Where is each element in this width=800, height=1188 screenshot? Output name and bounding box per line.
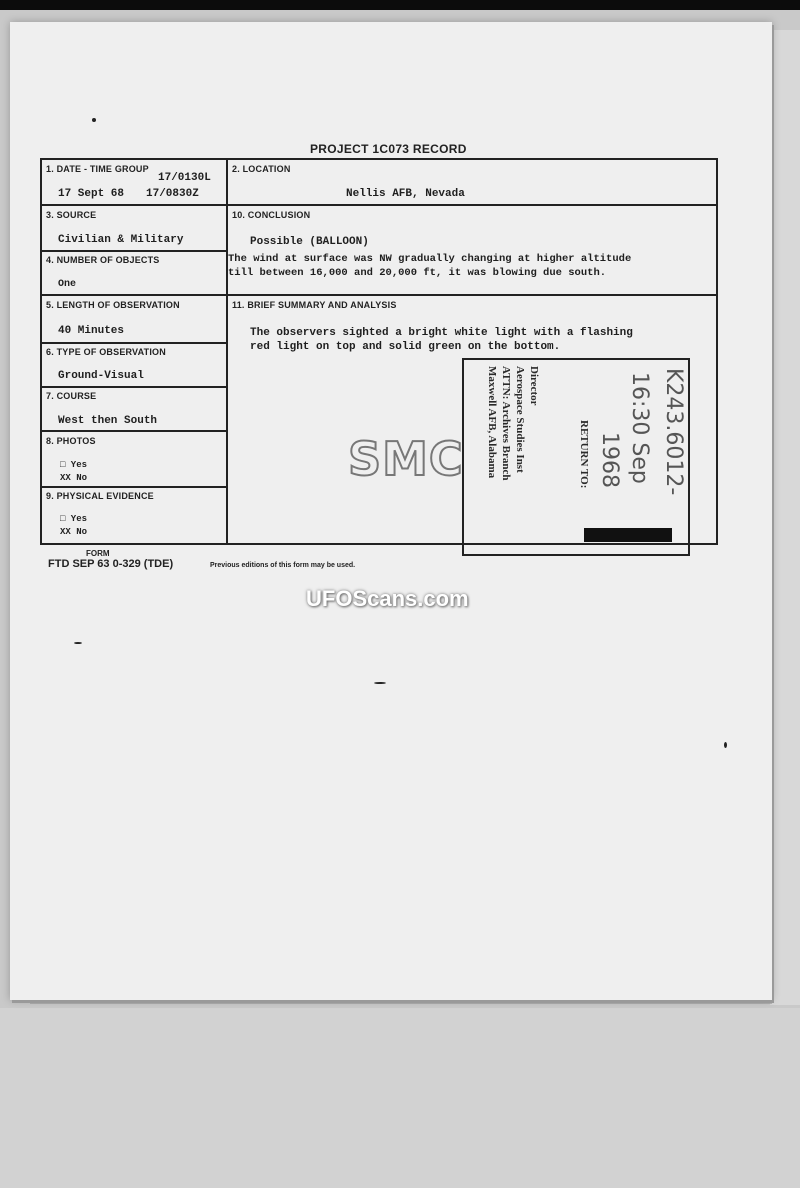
source-label: 3. SOURCE (46, 210, 97, 220)
zulu-time-value: 17/0830Z (146, 188, 199, 200)
form-title: PROJECT 1C073 RECORD (310, 142, 467, 156)
form-divider-left (40, 250, 228, 252)
form-divider-left (40, 342, 228, 344)
underlying-sheet (0, 1008, 800, 1188)
photos-label: 8. PHOTOS (46, 436, 96, 446)
local-time-value: 17/0130L (158, 172, 211, 184)
conclusion-text-line2: till between 16,000 and 20,000 ft, it was blowing due south. (228, 267, 607, 279)
scan-right-margin (770, 30, 800, 1005)
form-divider-left (40, 430, 228, 432)
dust-speck (74, 642, 82, 644)
form-divider-left (40, 386, 228, 388)
course-value: West then South (58, 415, 158, 427)
dust-speck (724, 742, 727, 748)
handwritten-year: 1968 (597, 432, 622, 488)
date-time-label: 1. DATE - TIME GROUP (46, 164, 149, 174)
dust-speck (92, 118, 96, 122)
conclusion-label: 10. CONCLUSION (232, 210, 311, 220)
physical-evidence-yes-checkbox: □ Yes (60, 514, 88, 524)
form-edition-note: Previous editions of this form may be used. (210, 562, 356, 569)
location-value: Nellis AFB, Nevada (346, 188, 465, 200)
form-divider-left (40, 486, 228, 488)
date-value: 17 Sept 68 (58, 188, 125, 200)
handwritten-call-number: K243.6012- (661, 368, 686, 496)
smc-stamp: SMC (348, 432, 464, 486)
number-of-objects-value: One (58, 279, 77, 290)
form-divider-mid (40, 294, 718, 296)
form-code: FTD SEP 63 0-329 (TDE) (48, 558, 174, 570)
summary-text-line1: The observers sighted a bright white light with a flashing (250, 327, 633, 339)
stamp-return-to: RETURN TO: (578, 420, 590, 489)
stamp-line-director: Director (528, 366, 540, 406)
summary-label: 11. BRIEF SUMMARY AND ANALYSIS (232, 300, 397, 310)
site-watermark: UFOScans.com (306, 586, 469, 611)
summary-text-line2: red light on top and solid green on the bottom. (250, 341, 561, 353)
form-label: FORM (86, 549, 110, 558)
redaction-bar (584, 528, 672, 542)
form-divider-top (40, 204, 718, 206)
length-of-observation-label: 5. LENGTH OF OBSERVATION (46, 300, 180, 310)
photos-no-checkbox: XX No (60, 473, 88, 483)
physical-evidence-label: 9. PHYSICAL EVIDENCE (46, 491, 154, 501)
scan-top-edge (0, 0, 800, 10)
course-label: 7. COURSE (46, 391, 97, 401)
dust-speck (374, 682, 386, 684)
stamp-line-maxwell: Maxwell AFB, Alabama (486, 366, 498, 479)
conclusion-text-line1: The wind at surface was NW gradually changing at higher altitude (228, 253, 632, 265)
source-value: Civilian & Military (58, 234, 184, 246)
photos-yes-checkbox: □ Yes (60, 460, 88, 470)
physical-evidence-no-checkbox: XX No (60, 527, 88, 537)
number-of-objects-label: 4. NUMBER OF OBJECTS (46, 255, 160, 265)
location-label: 2. LOCATION (232, 164, 291, 174)
stamp-line-institute: Aerospace Studies Inst (514, 366, 526, 473)
length-of-observation-value: 40 Minutes (58, 325, 125, 337)
handwritten-date: 16:30 Sep (627, 372, 652, 484)
conclusion-value: Possible (BALLOON) (250, 236, 369, 248)
type-of-observation-value: Ground-Visual (58, 370, 144, 382)
type-of-observation-label: 6. TYPE OF OBSERVATION (46, 347, 166, 357)
stamp-line-attn: ATTN: Archives Branch (500, 366, 512, 481)
